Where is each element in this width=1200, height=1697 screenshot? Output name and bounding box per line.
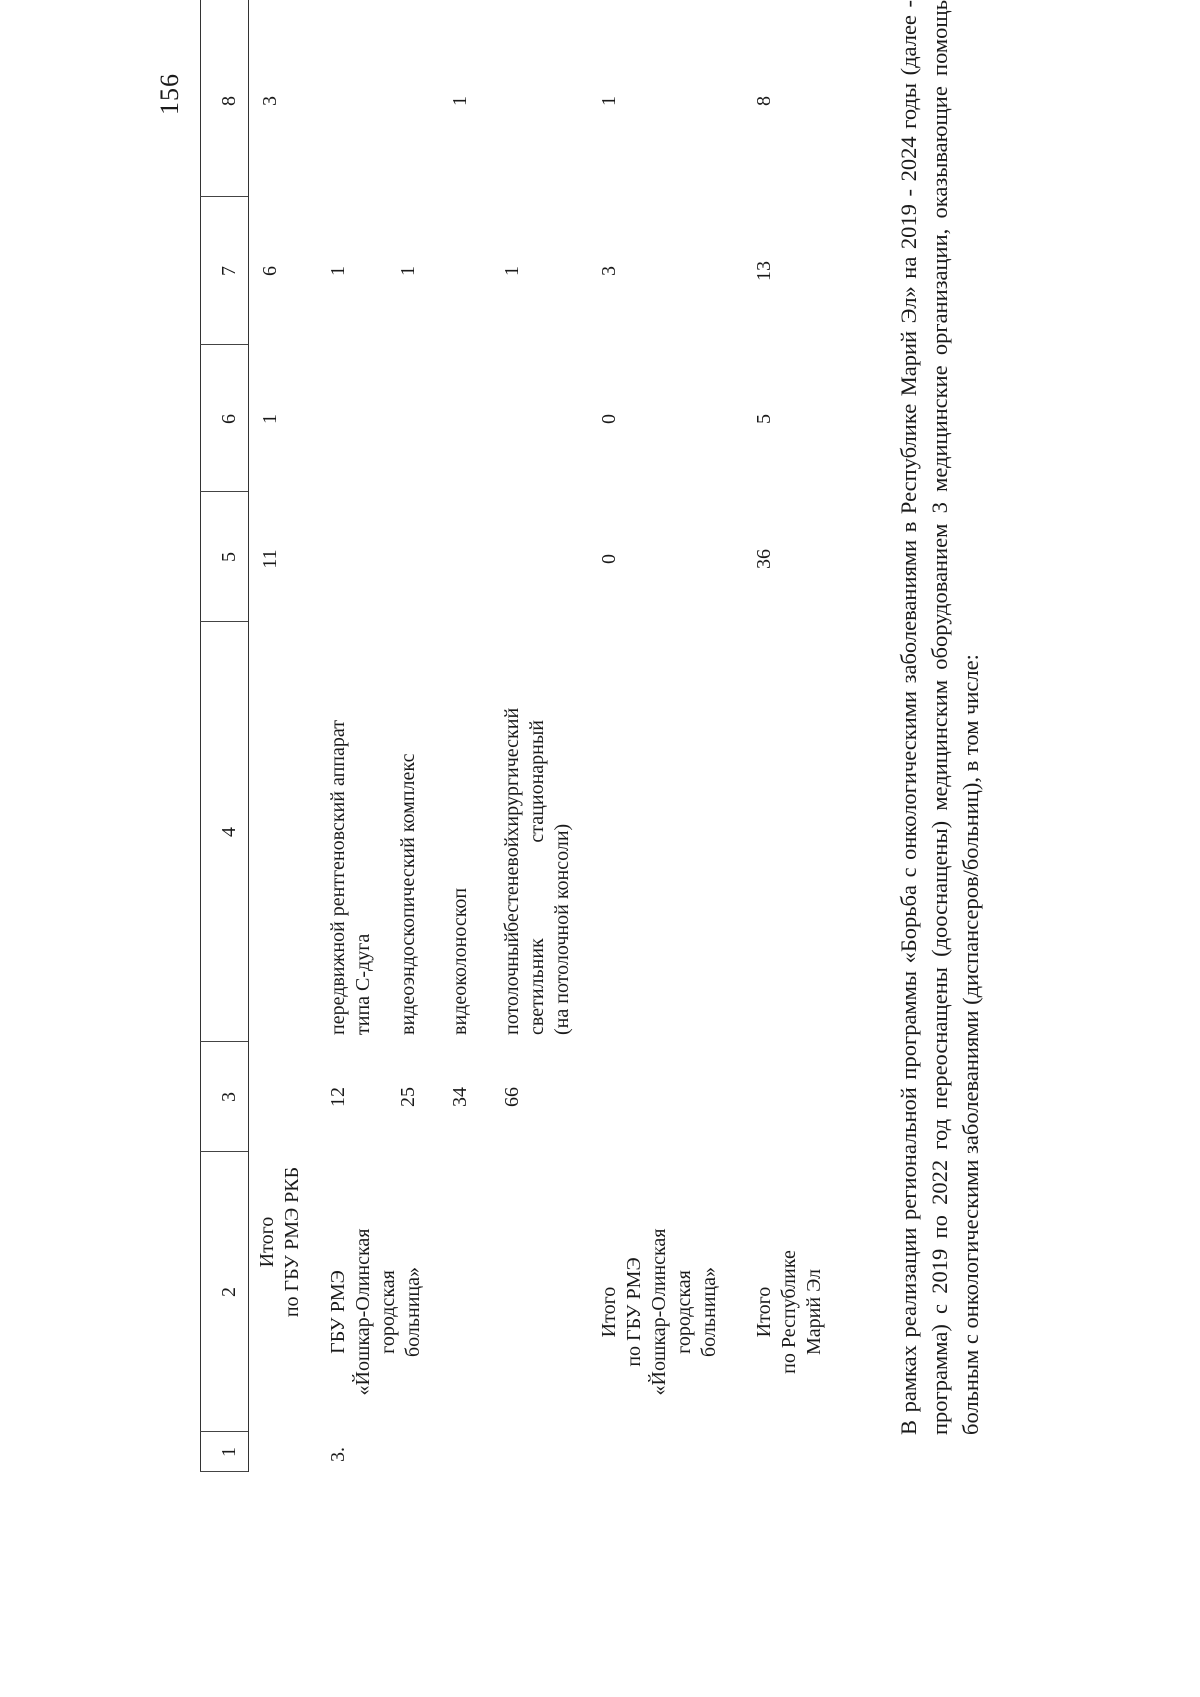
item-description: видеоэндоскопический комплекс [397,753,419,1035]
total-republic-col7: 13 [753,261,775,281]
total-rkb-col6: 1 [259,414,281,424]
header-col-4: 4 [218,827,240,837]
total-republic-label: Итого по Республике Марий Эл [753,1250,825,1374]
col-divider [200,196,248,197]
total-republic-col5: 36 [753,549,775,569]
item-description: видеоколоноскоп [449,887,471,1035]
total-city-col8: 1 [598,96,620,106]
col-divider [200,621,248,622]
body-paragraph: В рамках реализации региональной программы «Борьба с онкологическими заболеваниями в Республике Марий Эл» на 2019 - 2024 годы (далее - программа) с 2019 по 2022 год переоснащены (дооснащены) медицинским оборудованием 3 медицинские организации, оказывающие помощь больным с онкологическими заболеваниями (диспансеров/больниц), в том числе: [895,0,983,1435]
item-col7: 1 [327,266,349,276]
table-top-border [200,0,201,1472]
total-city-col5: 0 [598,554,620,564]
total-city-label: Итого по ГБУ РМЭ «Йошкар-Олинская городская больница» [598,1228,720,1396]
header-col-7: 7 [218,266,240,276]
row3-index: 3. [327,1447,349,1462]
total-rkb-label: Итого по ГБУ РМЭ РКБ [256,1166,303,1318]
header-bottom-border [248,0,249,1472]
total-rkb-col8: 3 [259,96,281,106]
item-description: передвижной рентгеновский аппарат типа С-дуга [327,720,374,1035]
header-col-5: 5 [218,552,240,562]
col-divider [200,1041,248,1042]
header-col-1: 1 [218,1447,240,1457]
header-col-2: 2 [218,1287,240,1297]
item-col7: 1 [501,266,523,276]
total-city-col6: 0 [598,414,620,424]
page-number: 156 [155,73,184,115]
col-divider [200,344,248,345]
item-number: 25 [397,1087,419,1107]
item-description: потолочный бестеневой хирургический светильник стационарный (на потолочной консоли) [501,707,573,1035]
item-number: 34 [449,1087,471,1107]
col-divider [200,491,248,492]
header-col-3: 3 [218,1092,240,1102]
total-republic-col6: 5 [753,414,775,424]
row3-organization: ГБУ РМЭ «Йошкар-Олинская городская больница» [327,1228,424,1396]
col-divider [200,1151,248,1152]
total-city-col7: 3 [598,266,620,276]
header-col-8: 8 [218,96,240,106]
total-republic-col8: 8 [753,96,775,106]
total-rkb-col5: 11 [259,549,281,569]
total-rkb-col7: 6 [259,266,281,276]
item-col8: 1 [449,96,471,106]
header-col-6: 6 [218,414,240,424]
item-number: 66 [501,1087,523,1107]
item-col7: 1 [397,266,419,276]
item-number: 12 [327,1087,349,1107]
